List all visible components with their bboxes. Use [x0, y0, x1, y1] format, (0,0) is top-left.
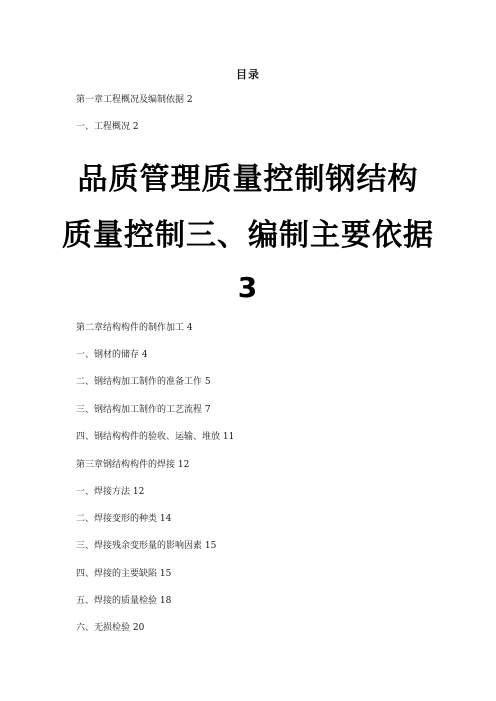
toc-entry: 四、焊接的主要缺陷 15: [76, 569, 172, 579]
toc-entry: 五、焊接的质量检验 18: [76, 596, 172, 606]
heading-line: 品质管理质量控制钢结构: [77, 162, 419, 197]
toc-entry: 六、无损检验 20: [76, 623, 145, 633]
toc-entry: 四、钢结构构件的验收、运输、堆放 11: [76, 432, 235, 442]
toc-entry: 二、焊接变形的种类 14: [76, 514, 172, 524]
toc-entry: 第一章工程概况及编制依据 2: [76, 95, 193, 105]
toc-entry: 第三章钢结构构件的焊接 12: [76, 460, 190, 470]
heading-page-number: 3: [237, 271, 259, 304]
toc-entry: 三、钢结构加工制作的工艺流程 7: [76, 405, 211, 415]
toc-entry: 三、焊接残余变形量的影响因素 15: [76, 541, 217, 551]
heading-line: 质量控制三、编制主要依据: [62, 218, 434, 253]
toc-entry: 一、焊接方法 12: [76, 487, 145, 497]
toc-title: 目录: [236, 68, 260, 81]
toc-entry: 二、钢结构加工制作的准备工作 5: [76, 377, 211, 387]
toc-entry: 一、工程概况 2: [76, 122, 139, 132]
toc-entry: 第二章结构构件的制作加工 4: [76, 323, 193, 333]
toc-entry: 一、钢材的储存 4: [76, 350, 148, 360]
